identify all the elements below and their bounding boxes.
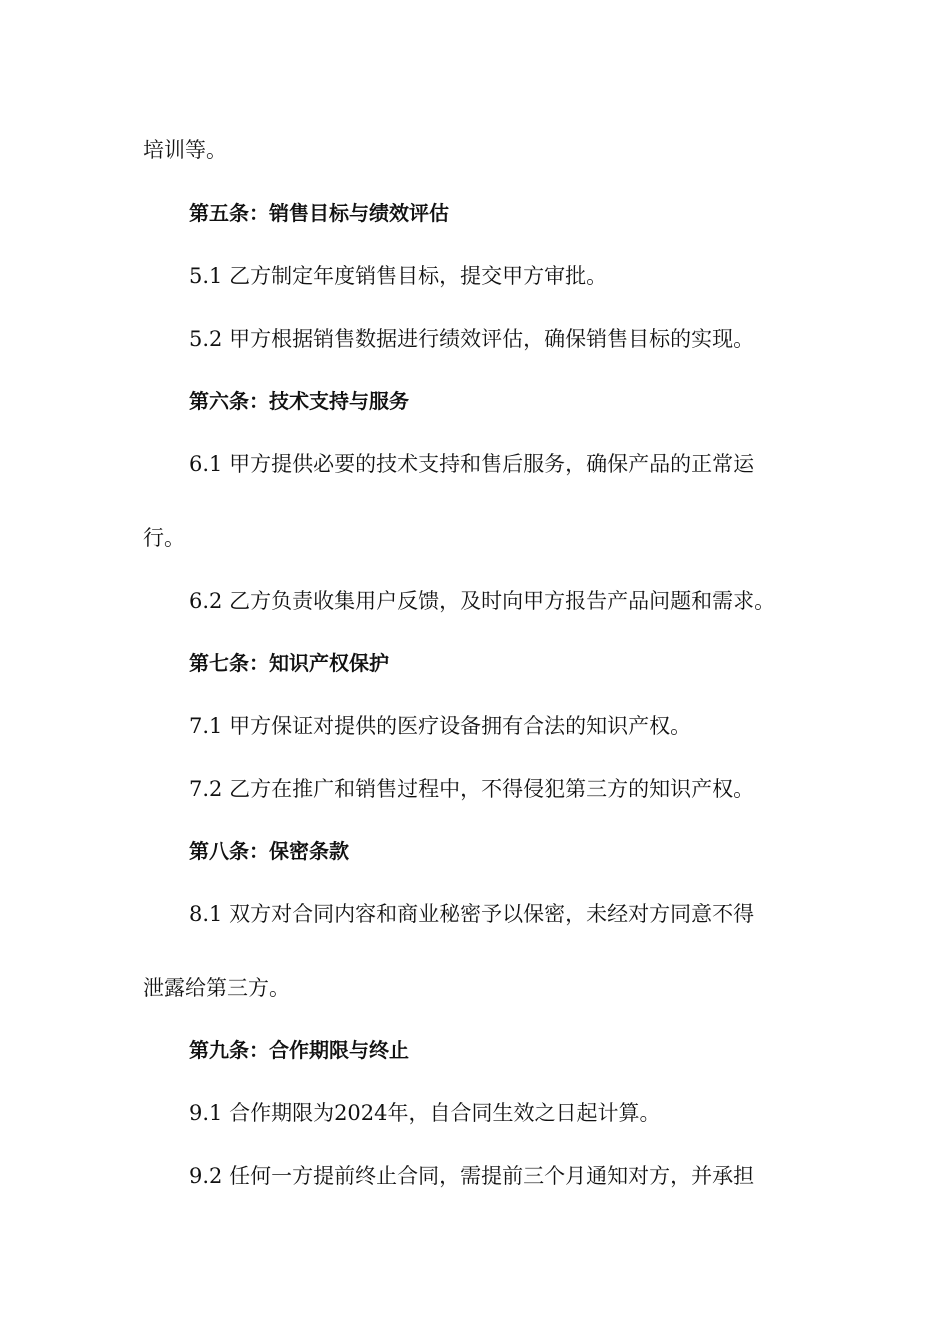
clause-6-1-continuation: 行。 <box>143 526 185 550</box>
section-heading-6: 第六条：技术支持与服务 <box>189 389 409 413</box>
clause-7-2: 7.2 乙方在推广和销售过程中，不得侵犯第三方的知识产权。 <box>189 777 755 801</box>
clause-8-1-continuation: 泄露给第三方。 <box>143 976 290 1000</box>
section-heading-9: 第九条：合作期限与终止 <box>189 1038 409 1062</box>
clause-5-2: 5.2 甲方根据销售数据进行绩效评估，确保销售目标的实现。 <box>189 327 755 351</box>
section-heading-7: 第七条：知识产权保护 <box>189 651 389 675</box>
section-heading-5: 第五条：销售目标与绩效评估 <box>189 201 449 225</box>
paragraph-continuation: 培训等。 <box>143 138 227 162</box>
clause-9-2: 9.2 任何一方提前终止合同，需提前三个月通知对方，并承担 <box>189 1164 755 1188</box>
clause-9-1: 9.1 合作期限为2024年，自合同生效之日起计算。 <box>189 1101 661 1125</box>
section-heading-8: 第八条：保密条款 <box>189 839 349 863</box>
clause-7-1: 7.1 甲方保证对提供的医疗设备拥有合法的知识产权。 <box>189 714 692 738</box>
clause-8-1: 8.1 双方对合同内容和商业秘密予以保密，未经对方同意不得 <box>189 902 755 926</box>
clause-5-1: 5.1 乙方制定年度销售目标，提交甲方审批。 <box>189 264 608 288</box>
clause-6-1: 6.1 甲方提供必要的技术支持和售后服务，确保产品的正常运 <box>189 452 755 476</box>
clause-6-2: 6.2 乙方负责收集用户反馈，及时向甲方报告产品问题和需求。 <box>189 589 776 613</box>
